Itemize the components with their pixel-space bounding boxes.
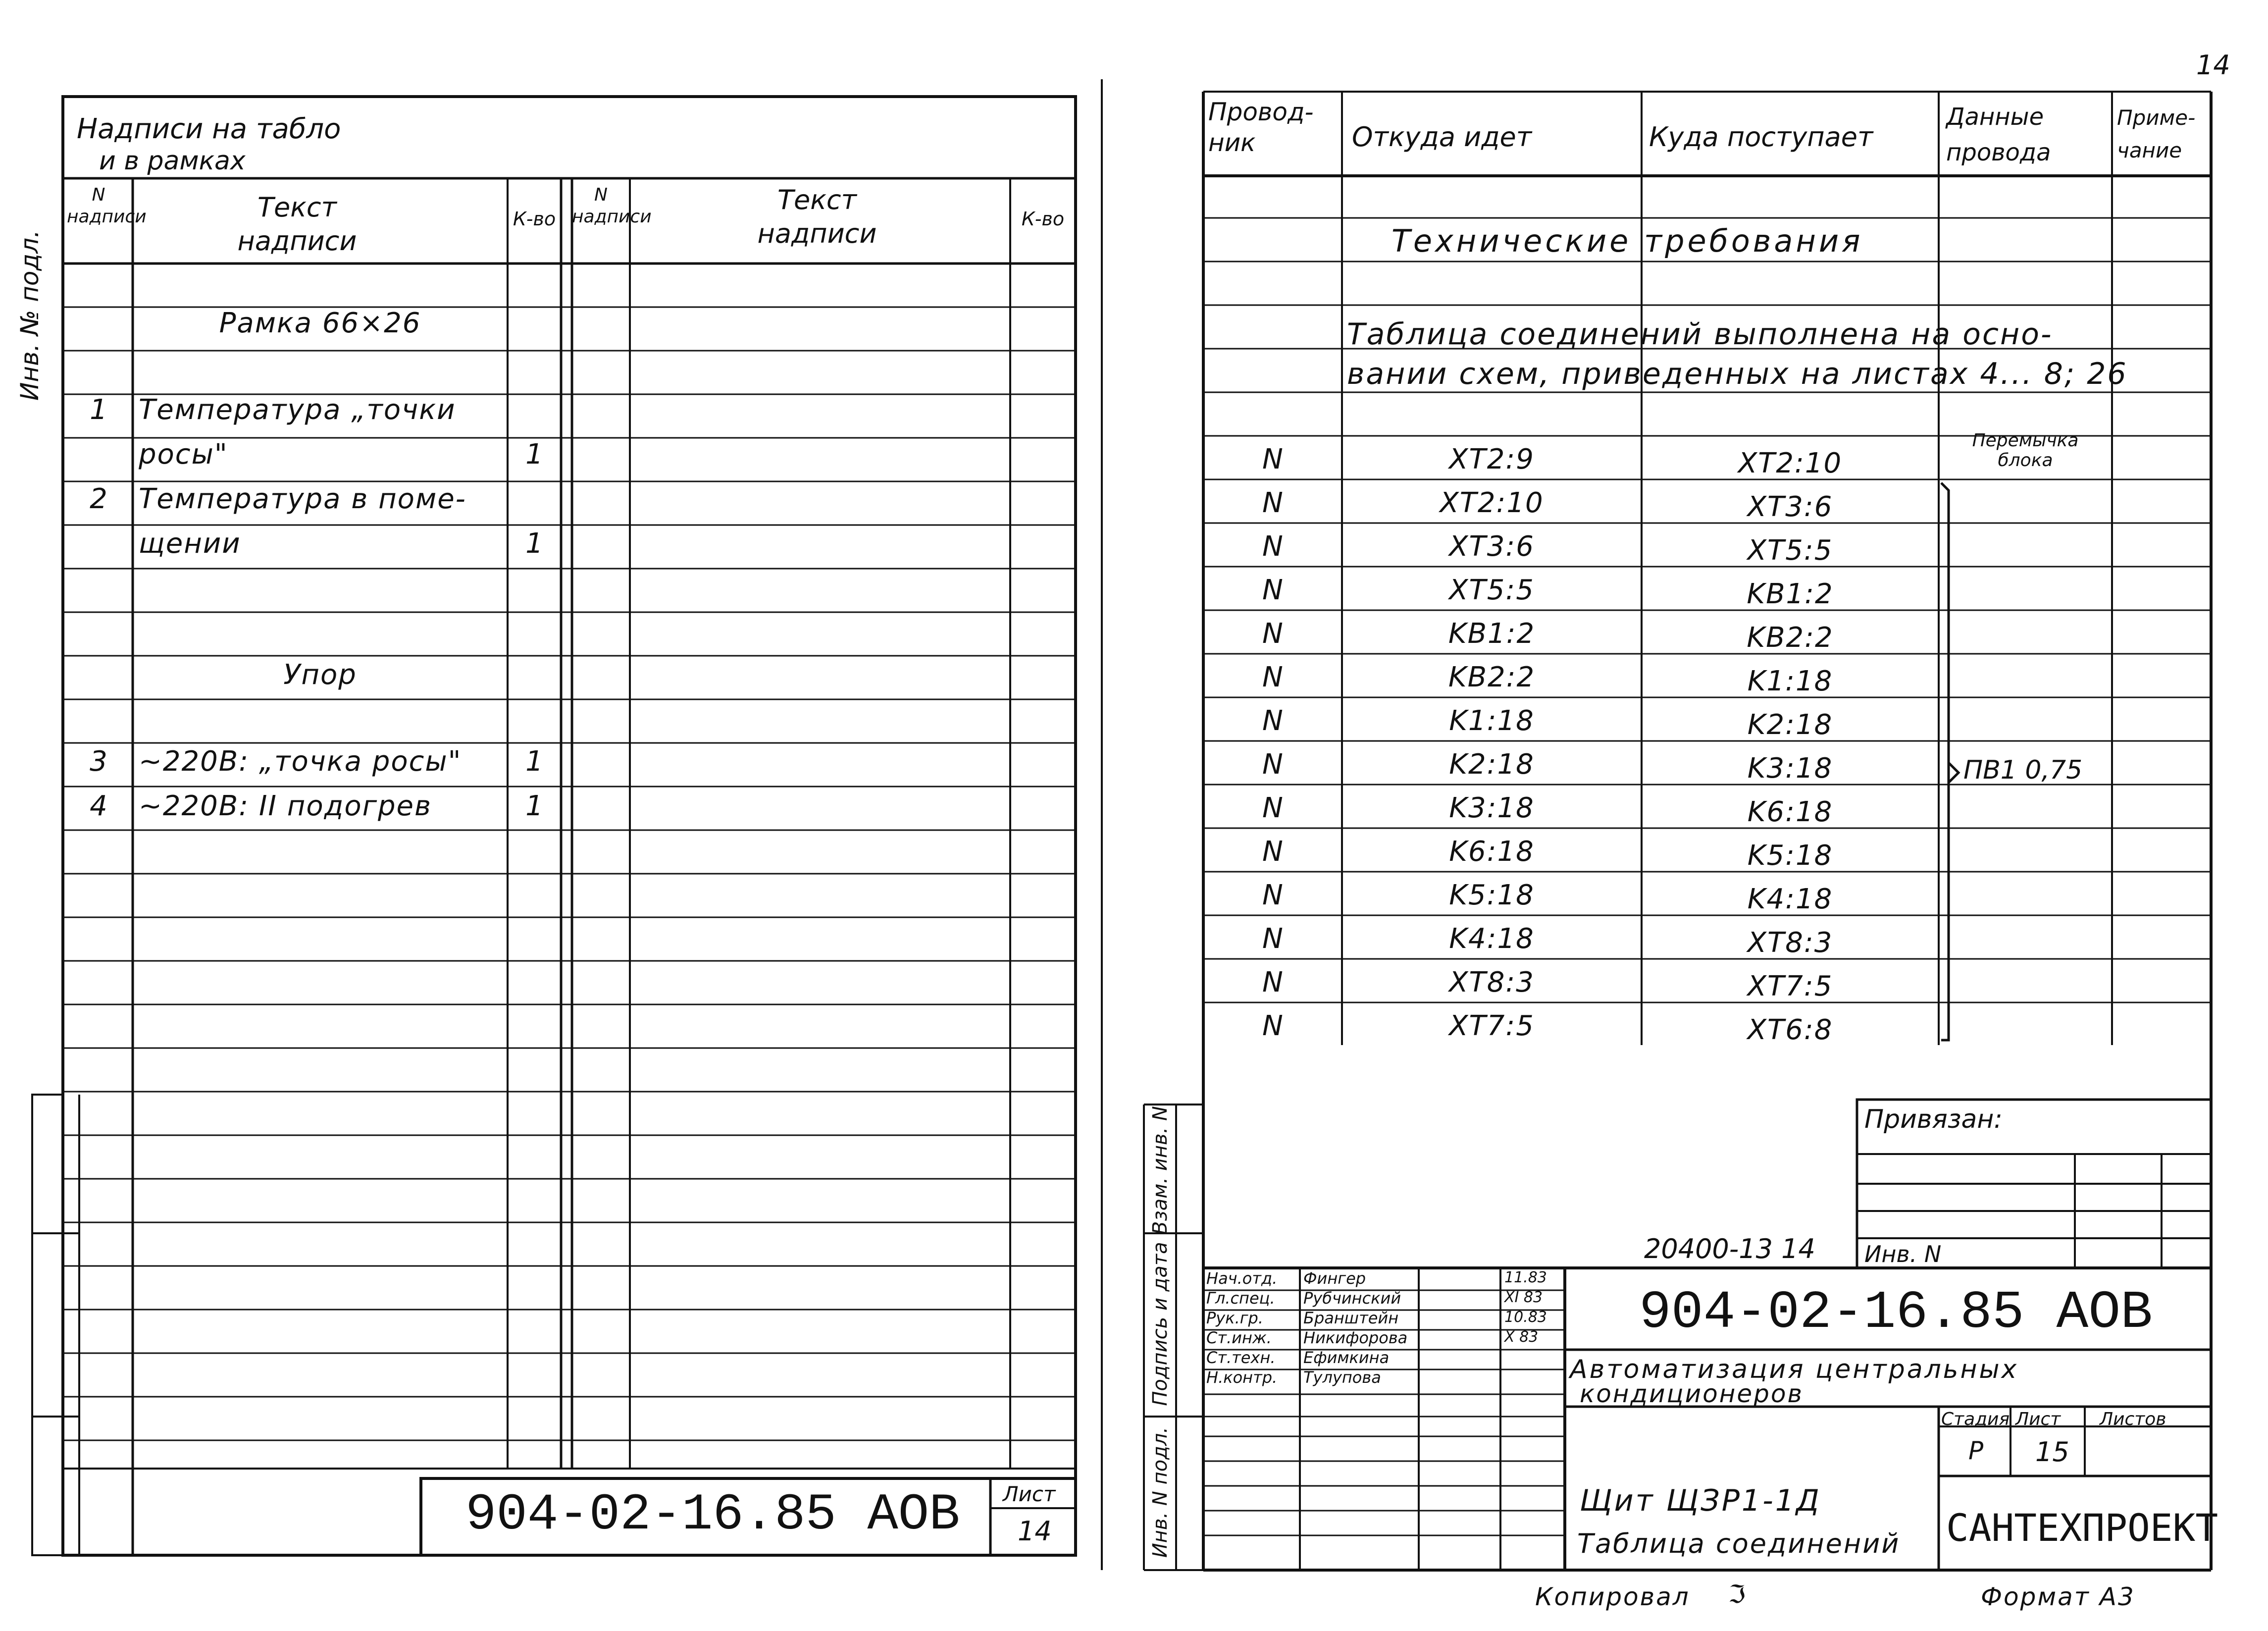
project-title-line2: кондиционеров xyxy=(1580,1379,1804,1408)
organization-name: САНТЕХПРОЕКТ xyxy=(1946,1506,2218,1550)
left-header-num: N надписи xyxy=(67,185,147,227)
stage-value: Р xyxy=(1968,1436,1984,1465)
side-label-inv: Инв. N подл. xyxy=(1149,1426,1172,1558)
left-row-text: щении xyxy=(139,527,241,560)
side-label-signature: Подпись и дата xyxy=(1149,1242,1172,1406)
inv-number: 20400-13 14 xyxy=(1644,1233,1815,1264)
signer-date: 11.83 xyxy=(1504,1269,1547,1286)
from-cell: KB2:2 xyxy=(1448,661,1536,693)
conductor-cell: N xyxy=(1262,443,1283,475)
conductor-cell: N xyxy=(1262,966,1283,999)
conductor-cell: N xyxy=(1262,836,1283,868)
signer-name: Бранштейн xyxy=(1303,1309,1399,1327)
to-cell: XT2:10 xyxy=(1738,447,1843,479)
to-cell: KB2:2 xyxy=(1747,622,1834,654)
left-side-label: Инв. № подл. xyxy=(15,230,44,401)
from-cell: KB1:2 xyxy=(1448,618,1536,650)
from-cell: K1:18 xyxy=(1449,705,1535,737)
left-row-num: 2 xyxy=(90,483,107,515)
signer-date: 10.83 xyxy=(1504,1309,1547,1326)
signer-role: Рук.гр. xyxy=(1206,1309,1264,1327)
conductor-cell: N xyxy=(1262,792,1283,824)
tech-text-line1: Таблица соединений выполнена на осно- xyxy=(1347,317,2053,352)
left-row-text: Рамка 66×26 xyxy=(219,307,421,339)
copied-label: Копировал xyxy=(1535,1582,1690,1611)
attached-label: Привязан: xyxy=(1864,1105,2003,1134)
conductor-cell: N xyxy=(1262,530,1283,563)
conductor-cell: N xyxy=(1262,923,1283,955)
right-stamp-code: 904-02-16.85 АОВ xyxy=(1639,1283,2153,1343)
signer-date: X 83 xyxy=(1504,1328,1539,1346)
side-label-replace: Взам. инв. N xyxy=(1149,1106,1172,1235)
signer-role: Ст.техн. xyxy=(1206,1348,1276,1367)
signer-name: Тулупова xyxy=(1303,1368,1381,1387)
left-sheet-number: 14 xyxy=(1018,1516,1052,1547)
to-cell: K2:18 xyxy=(1747,709,1833,741)
to-cell: K5:18 xyxy=(1747,840,1833,872)
header-note: Приме-чание xyxy=(2117,105,2196,162)
left-row-num: 1 xyxy=(90,394,107,426)
left-title-line2: и в рамках xyxy=(99,146,246,176)
signer-name: Фингер xyxy=(1303,1269,1366,1288)
left-row-text: Упор xyxy=(283,659,357,691)
wire-note: ПВ1 0,75 xyxy=(1963,755,2083,785)
left-header-text: Текст надписи xyxy=(237,192,357,257)
to-cell: XT3:6 xyxy=(1747,491,1833,523)
from-cell: XT2:10 xyxy=(1440,487,1544,519)
signer-role: Нач.отд. xyxy=(1206,1269,1278,1288)
signer-role: Ст.инж. xyxy=(1206,1328,1272,1347)
header-conductor: Провод-ник xyxy=(1208,98,1314,157)
left-row-qty: 1 xyxy=(525,790,543,822)
from-cell: XT2:9 xyxy=(1449,443,1535,475)
header-wire: Данные провода xyxy=(1946,103,2051,166)
to-cell: KB1:2 xyxy=(1747,578,1834,610)
left-row-text: росы" xyxy=(139,438,228,471)
signer-role: Гл.спец. xyxy=(1206,1289,1275,1308)
project-title-line1: Автоматизация центральных xyxy=(1570,1355,2019,1384)
left-row-qty: 1 xyxy=(525,438,543,471)
stage-label: Стадия xyxy=(1941,1409,2010,1429)
conductor-cell: N xyxy=(1262,661,1283,693)
to-cell: XT8:3 xyxy=(1747,927,1833,959)
conductor-cell: N xyxy=(1262,1010,1283,1042)
left-row-qty: 1 xyxy=(525,527,543,560)
to-cell: XT7:5 xyxy=(1747,970,1833,1002)
left-header-text-2: Текст надписи xyxy=(757,184,877,249)
left-header-qty: К-во xyxy=(513,208,556,230)
signer-name: Ефимкина xyxy=(1303,1348,1390,1367)
sheets-label: Листов xyxy=(2100,1409,2166,1429)
doc-line1: Щит ЩЗР1-1Д xyxy=(1580,1483,1821,1518)
doc-line2: Таблица соединений xyxy=(1577,1528,1901,1559)
to-cell: K1:18 xyxy=(1747,665,1833,697)
conductor-cell: N xyxy=(1262,748,1283,781)
signer-name: Никифорова xyxy=(1303,1328,1408,1347)
to-cell: K4:18 xyxy=(1747,883,1833,915)
copier-signature: ℑ xyxy=(1728,1580,1746,1609)
from-cell: XT3:6 xyxy=(1449,530,1535,563)
header-from: Откуда идет xyxy=(1352,121,1532,153)
sheet-value: 15 xyxy=(2035,1436,2069,1468)
from-cell: XT7:5 xyxy=(1449,1010,1535,1042)
conductor-cell: N xyxy=(1262,879,1283,911)
signer-date: XI 83 xyxy=(1504,1289,1543,1306)
left-row-num: 3 xyxy=(90,745,107,778)
from-cell: K2:18 xyxy=(1449,748,1535,781)
signer-name: Рубчинский xyxy=(1303,1289,1401,1308)
tech-text-line2: вании схем, приведенных на листах 4... 8; 26 xyxy=(1347,357,2128,391)
left-row-text: ~220В: II подогрев xyxy=(139,790,432,822)
conductor-cell: N xyxy=(1262,574,1283,606)
inv-label: Инв. N xyxy=(1864,1241,1942,1267)
signer-role: Н.контр. xyxy=(1206,1368,1278,1387)
to-cell: K6:18 xyxy=(1747,796,1833,828)
format-label: Формат А3 xyxy=(1981,1582,2135,1611)
left-row-text: ~220В: „точка росы" xyxy=(139,745,462,778)
left-row-text: Температура в поме- xyxy=(139,483,466,515)
left-stamp-code: 904-02-16.85 АОВ xyxy=(465,1486,960,1544)
left-sheet-label: Лист xyxy=(1003,1482,1056,1506)
from-cell: XT5:5 xyxy=(1449,574,1535,606)
sheet-label: Лист xyxy=(2015,1409,2061,1429)
from-cell: K4:18 xyxy=(1449,923,1535,955)
from-cell: K3:18 xyxy=(1449,792,1535,824)
conductor-cell: N xyxy=(1262,487,1283,519)
conductor-cell: N xyxy=(1262,705,1283,737)
from-cell: K5:18 xyxy=(1449,879,1535,911)
conductor-cell: N xyxy=(1262,618,1283,650)
header-to: Куда поступает xyxy=(1649,121,1873,153)
from-cell: XT8:3 xyxy=(1449,966,1535,999)
left-header-qty-2: К-во xyxy=(1021,208,1065,230)
left-header-num-2: N надписи xyxy=(572,185,652,227)
page-number: 14 xyxy=(2196,50,2230,81)
left-row-text: Температура „точки xyxy=(139,394,456,426)
tech-requirements-title: Технические требования xyxy=(1392,223,1863,259)
to-cell: XT5:5 xyxy=(1747,534,1833,567)
left-row-qty: 1 xyxy=(525,745,543,778)
left-title-line1: Надписи на табло xyxy=(77,113,341,145)
jumper-note: Перемычка блока xyxy=(1972,430,2079,471)
from-cell: K6:18 xyxy=(1449,836,1535,868)
left-row-num: 4 xyxy=(90,790,107,822)
to-cell: XT6:8 xyxy=(1747,1014,1833,1046)
to-cell: K3:18 xyxy=(1747,752,1833,785)
